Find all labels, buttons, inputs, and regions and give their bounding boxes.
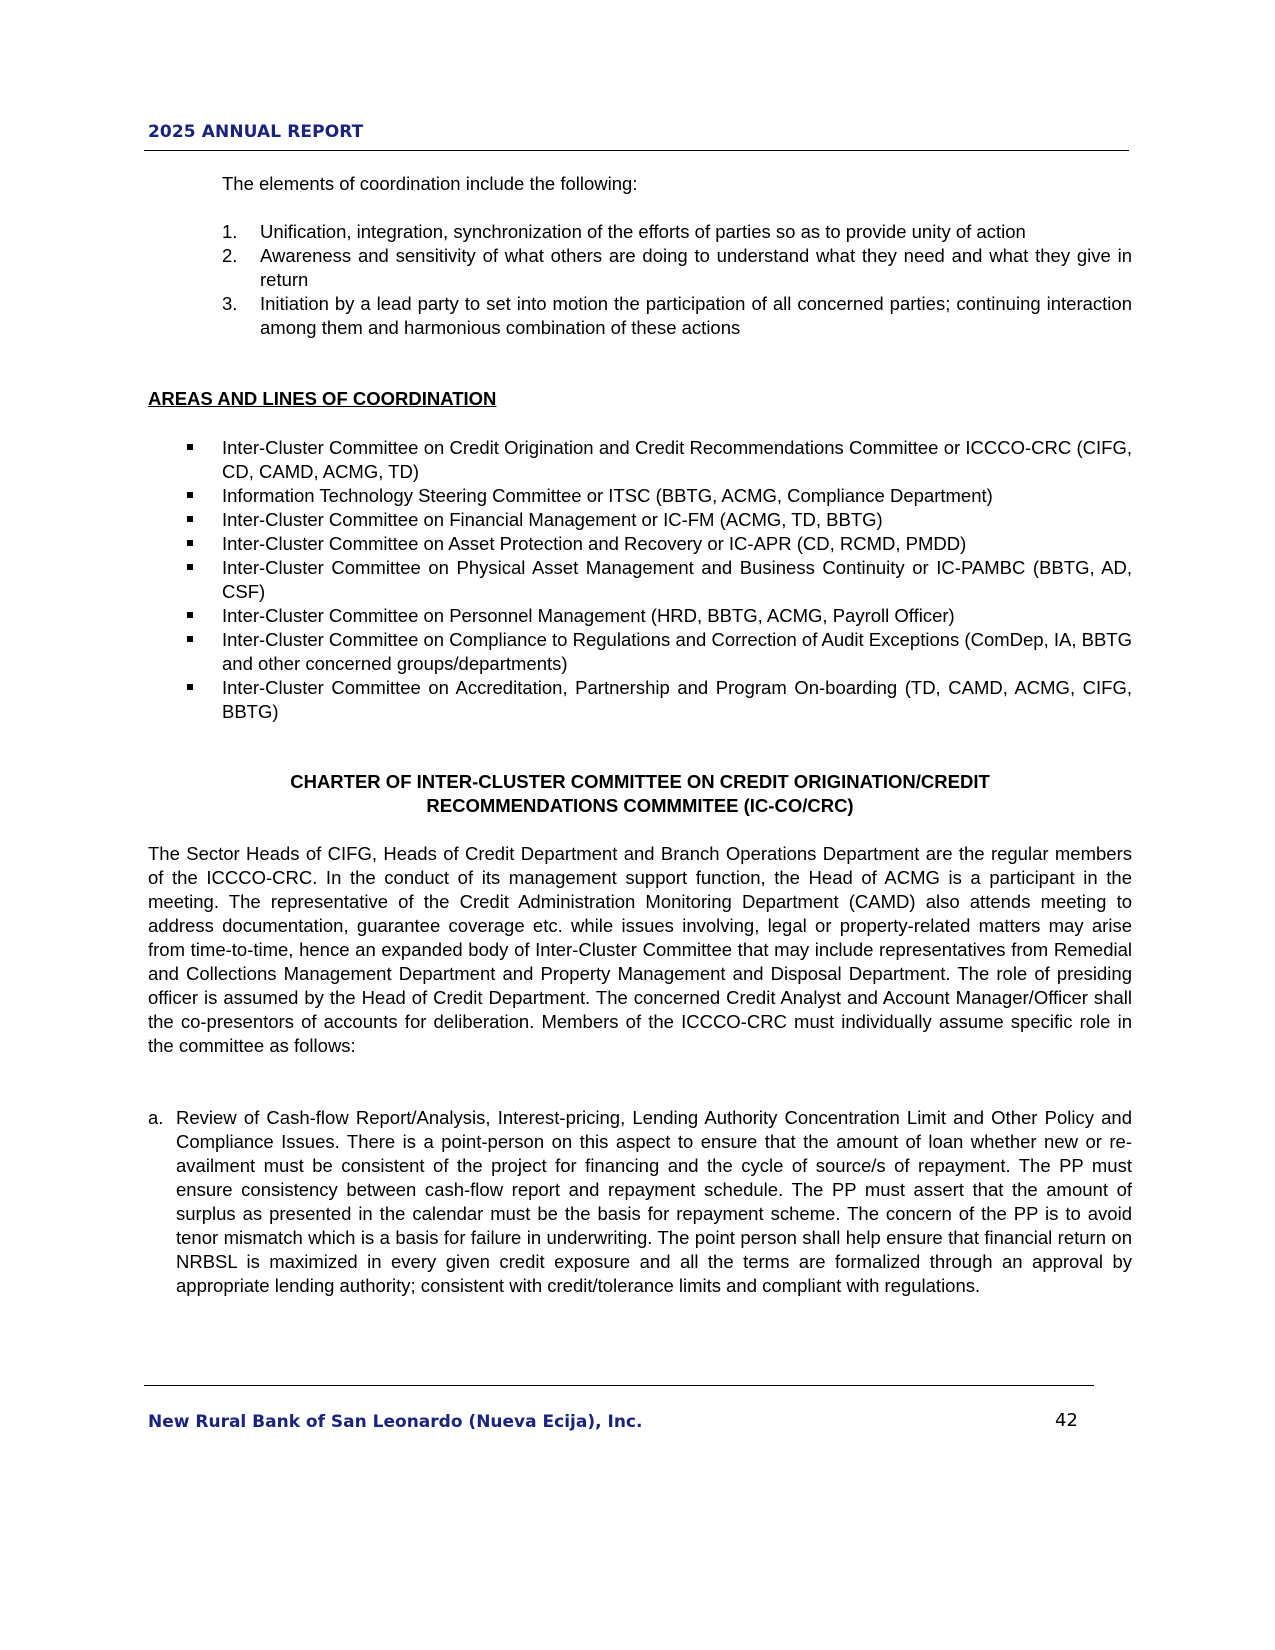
item-number: 1.: [222, 221, 238, 242]
item-letter: a.: [148, 1107, 164, 1128]
item-text: Inter-Cluster Committee on Credit Origination and Credit Recommendations Committee or ICCCO-CRC (CIFG, CD, CAMD, ACMG, TD): [222, 437, 1132, 482]
item-number: 2.: [222, 245, 238, 266]
list-item: [182, 628, 1132, 676]
bullet-icon: [182, 628, 222, 676]
charter-title: [148, 770, 1132, 818]
item-text: Inter-Cluster Committee on Personnel Management (HRD, BBTG, ACMG, Payroll Officer): [222, 605, 955, 626]
item-text: Inter-Cluster Committee on Compliance to Regulations and Correction of Audit Exceptions (ComDep, IA, BBTG and other concerned groups/departments): [222, 629, 1132, 674]
item-text: Unification, integration, synchronization of the efforts of parties so as to provide unity of action: [260, 221, 1026, 242]
charter-title-line: CHARTER OF INTER-CLUSTER COMMITTEE ON CREDIT ORIGINATION/CREDIT: [290, 771, 990, 792]
bullet-icon: [182, 604, 222, 628]
item-text: Awareness and sensitivity of what others are doing to understand what they need and what they give in return: [260, 245, 1132, 290]
item-text: Inter-Cluster Committee on Accreditation, Partnership and Program On-boarding (TD, CAMD, ACMG, CIFG, BBTG): [222, 677, 1132, 722]
list-item: [222, 292, 1132, 340]
list-item: [222, 220, 1132, 244]
bullet-icon: [182, 556, 222, 604]
charter-title-line: RECOMMENDATIONS COMMMITEE (IC-CO/CRC): [426, 795, 854, 816]
page-number: 42: [1055, 1410, 1078, 1431]
list-item: [182, 556, 1132, 604]
footer-bank-name: New Rural Bank of San Leonardo (Nueva Ecija), Inc.: [148, 1412, 643, 1432]
list-item: [222, 244, 1132, 292]
bullet-icon: [182, 676, 222, 724]
item-number: 3.: [222, 293, 238, 314]
bullet-icon: [182, 508, 222, 532]
bullet-icon: [182, 532, 222, 556]
list-item: [148, 1106, 1132, 1298]
list-item: [182, 484, 1132, 508]
charter-paragraph: The Sector Heads of CIFG, Heads of Credit Department and Branch Operations Department are the regular members of the ICCCO-CRC. In the conduct of its management support function, the Head of ACMG is a participant in the meeting. The representative of the Credit Administration Monitoring Department (CAMD) also attends meeting to address documentation, guarantee coverage etc. while issues involving, legal or property-related matters may arise from time-to-time, hence an expanded body of Inter-Cluster Committee that may include representatives from Remedial and Collections Management Department and Property Management and Disposal Department. The role of presiding officer is assumed by the Head of Credit Department. The concerned Credit Analyst and Account Manager/Officer shall the co-presentors of accounts for deliberation. Members of the ICCCO-CRC must individually assume specific role in the committee as follows:: [148, 843, 1132, 1056]
list-item: [182, 676, 1132, 724]
elements-list: [222, 220, 1132, 340]
bullet-icon: [182, 484, 222, 508]
footer-divider: [144, 1385, 1094, 1386]
intro-text: The elements of coordination include the following:: [222, 173, 638, 194]
item-text: Inter-Cluster Committee on Financial Management or IC-FM (ACMG, TD, BBTG): [222, 509, 883, 530]
list-item: [182, 604, 1132, 628]
bullet-icon: [182, 436, 222, 484]
item-text: Review of Cash-flow Report/Analysis, Interest-pricing, Lending Authority Concentration Limit and Other Policy and Compliance Issues. There is a point-person on this aspect to ensure that the amount of loan whether new or re-availment must be consistent of the project for financing and the cycle of source/s of repayment. The PP must ensure consistency between cash-flow report and repayment schedule. The PP must assert that the amount of surplus as presented in the calendar must be the basis for repayment scheme. The concern of the PP is to avoid tenor mismatch which is a basis for failure in underwriting. The point person shall help ensure that financial return on NRBSL is maximized in every given credit exposure and all the terms are formalized through an approval by appropriate lending authority; consistent with credit/tolerance limits and compliant with regulations.: [176, 1107, 1132, 1296]
item-text: Inter-Cluster Committee on Asset Protection and Recovery or IC-APR (CD, RCMD, PMDD): [222, 533, 967, 554]
item-text: Initiation by a lead party to set into motion the participation of all concerned parties; continuing interaction among them and harmonious combination of these actions: [260, 293, 1132, 338]
section-heading: AREAS AND LINES OF COORDINATION: [148, 388, 497, 409]
item-text: Inter-Cluster Committee on Physical Asset Management and Business Continuity or IC-PAMBC (BBTG, AD, CSF): [222, 557, 1132, 602]
list-item: [182, 508, 1132, 532]
list-item: [182, 532, 1132, 556]
report-header-title: 2025 ANNUAL REPORT: [148, 122, 364, 142]
coordination-areas-list: [182, 436, 1132, 724]
header-divider: [144, 150, 1129, 151]
item-text: Information Technology Steering Committee or ITSC (BBTG, ACMG, Compliance Department): [222, 485, 993, 506]
list-item: [182, 436, 1132, 484]
roles-list: [148, 1106, 1132, 1298]
